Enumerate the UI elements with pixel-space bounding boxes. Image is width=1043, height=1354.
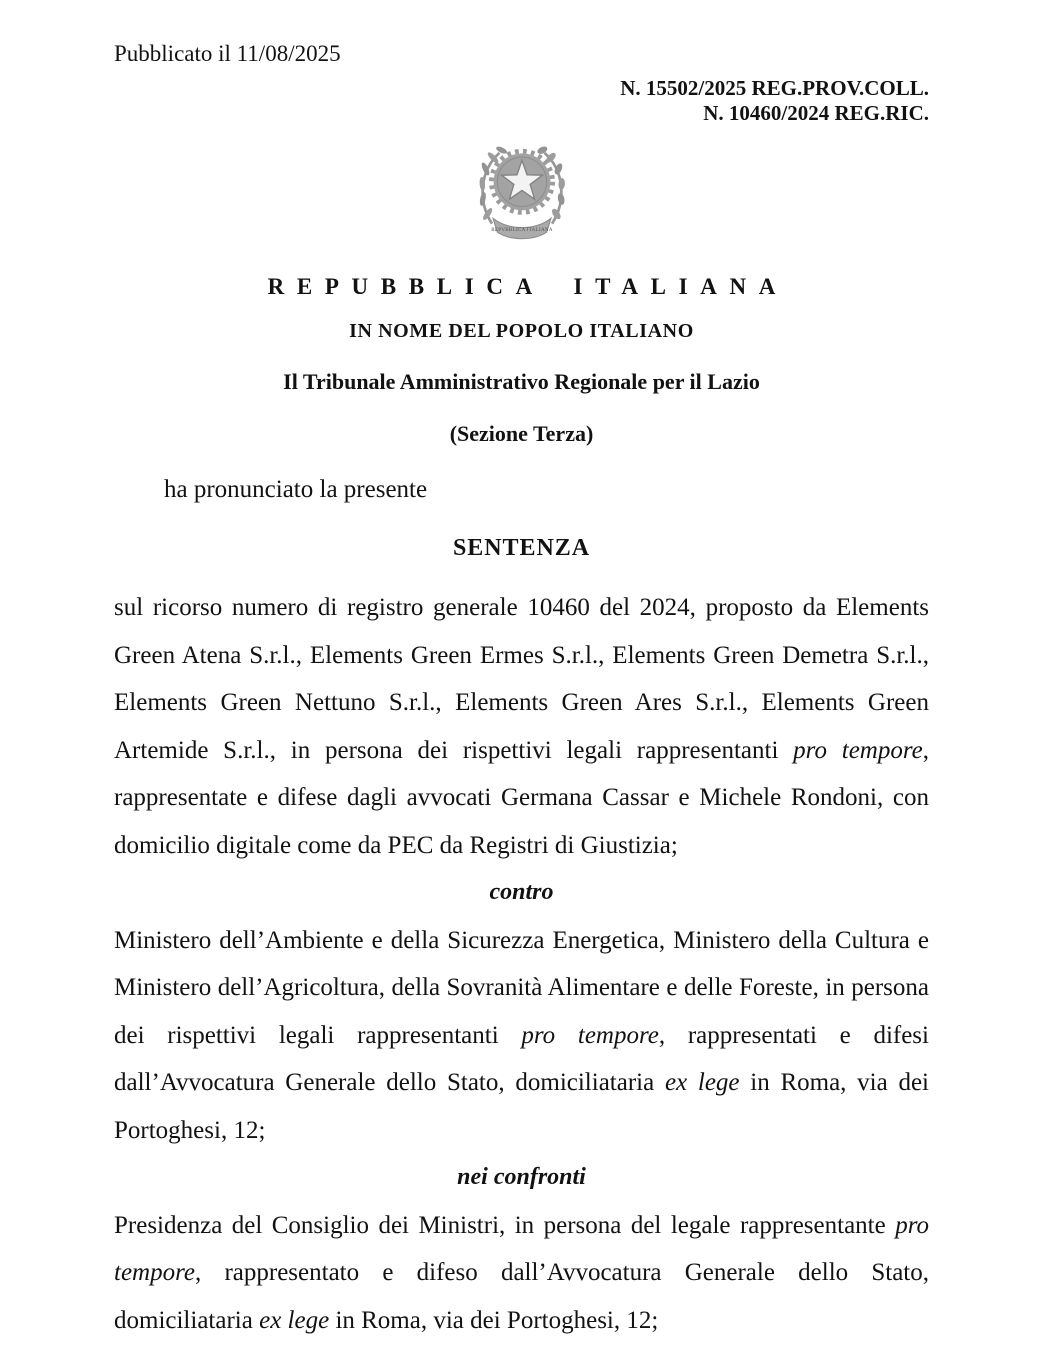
respondents-text-end: in Roma, via dei Portoghesi, 12; (114, 1069, 929, 1144)
court-section: (Sezione Terza) (449, 421, 594, 446)
emblem-ribbon (491, 218, 553, 238)
respondents-text-cont: , rappresentati e difesi dall’Avvocatura Generale dello Stato, domiciliataria (114, 1021, 929, 1096)
appellants-text-cont: , rappresentate e difese dagli avvocati Germana Cassar e Michele Rondoni, con domicilio digitale come da PEC da Registri di Giustizia; (114, 736, 929, 859)
third-party-latin-phrase-2: ex lege (259, 1306, 330, 1334)
third-party-text-cont: , rappresentato e difeso dall’Avvocatura Generale dello Stato, domiciliataria (114, 1259, 929, 1334)
in-nome-del-popolo-heading: IN NOME DEL POPOLO ITALIANO (349, 320, 694, 342)
paragraph-third-party (114, 1202, 929, 1345)
paragraph-appellants (114, 584, 929, 869)
republic-title: REPUBBLICA ITALIANA (267, 274, 789, 299)
section-heading-contro: contro (489, 879, 554, 905)
court-name: Il Tribunale Amministrativo Regionale per il Lazio (283, 369, 760, 394)
third-party-text: Presidenza del Consiglio dei Ministri, in persona del legale rappresentante (114, 1211, 896, 1239)
third-party-latin-phrase-1: pro tempore (114, 1211, 929, 1286)
pronouncement-line: ha pronunciato la presente (164, 476, 428, 503)
registry-number-ric: N. 10460/2024 REG.RIC. (703, 101, 929, 125)
appellants-text: sul ricorso numero di registro generale 10460 del 2024, proposto da Elements Green Atena S.r.l., Elements Green Ermes S.r.l., Elements Green Demetra S.r.l., Elements Green Nettuno S.r.l., Elements Green Ares S.r.l., Elements Green Artemide S.r.l., in persona dei rispettivi legali rappresentanti (114, 594, 929, 764)
registry-numbers (114, 76, 929, 126)
third-party-text-end: in Roma, via dei Portoghesi, 12; (329, 1306, 659, 1334)
appellants-latin-phrase: pro tempore (793, 736, 923, 764)
section-heading-nei-confronti: nei confronti (457, 1164, 586, 1190)
respondents-latin-phrase-1: pro tempore (521, 1021, 659, 1049)
italy-emblem-icon (114, 132, 929, 258)
paragraph-respondents (114, 917, 929, 1155)
publication-date: Pubblicato il 11/08/2025 (114, 41, 341, 66)
judgment-title: SENTENZA (452, 535, 591, 561)
registry-number-prov-coll: N. 15502/2025 REG.PROV.COLL. (620, 76, 929, 100)
respondents-latin-phrase-2: ex lege (664, 1069, 740, 1096)
respondents-text: Ministero dell’Ambiente e della Sicurezza Energetica, Ministero della Cultura e Ministero dell’Agricoltura, della Sovranità Alimentare e delle Foreste, in persona dei rispettivi legali rappresentanti (114, 926, 929, 1049)
emblem-ribbon-text: REPVBBLICA ITALIANA (490, 227, 553, 234)
